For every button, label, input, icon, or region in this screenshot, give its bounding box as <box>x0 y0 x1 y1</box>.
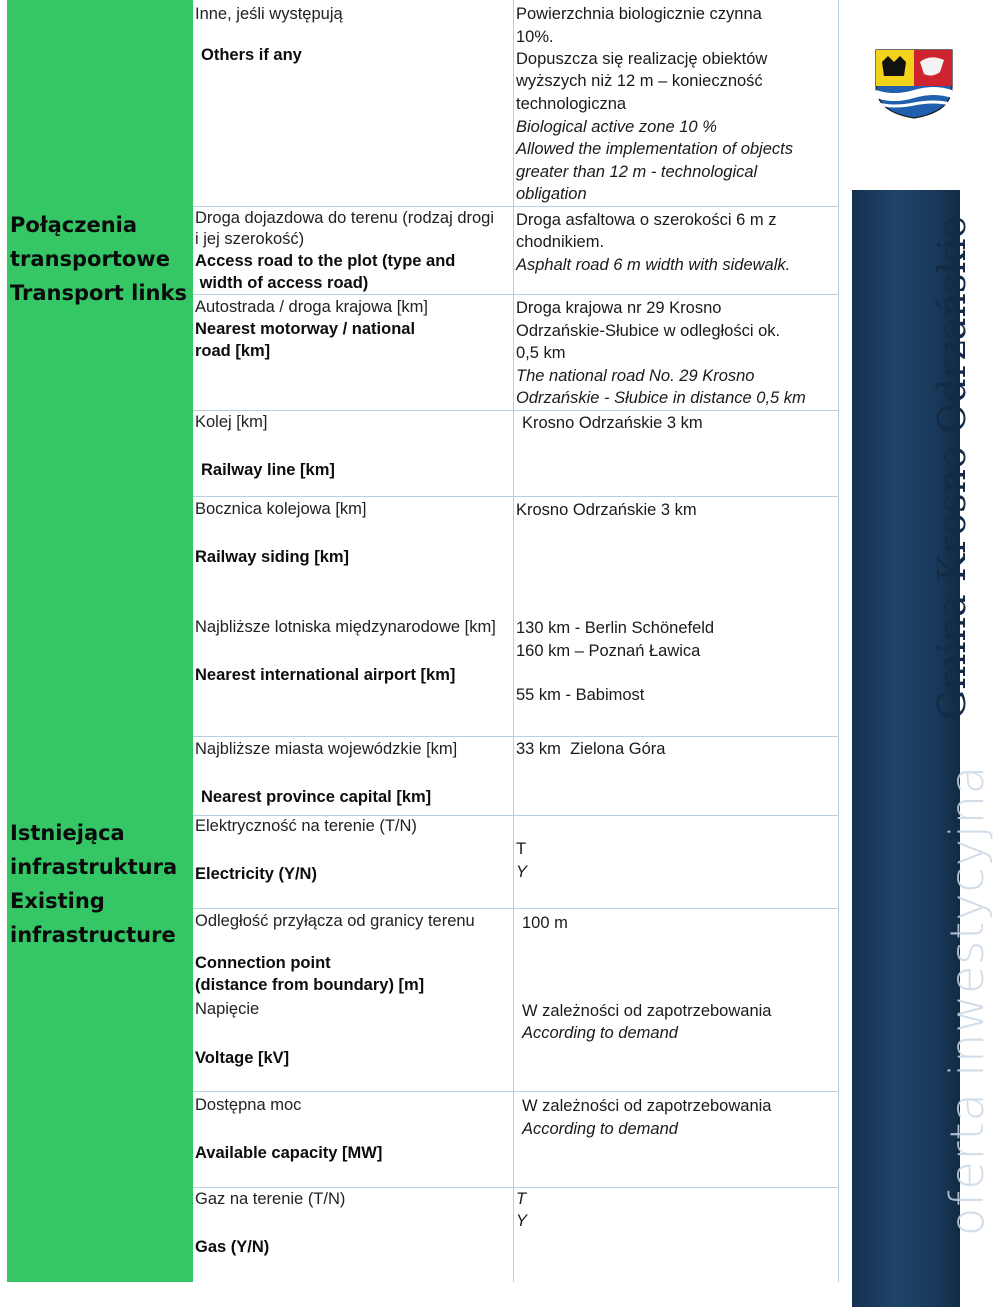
label-en-motorway: Nearest motorway / national <box>195 320 416 338</box>
label-pl-other: Inne, jeśli występują <box>195 5 343 23</box>
value-line: T <box>516 840 527 858</box>
label-pl-access: Droga dojazdowa do terenu (rodzaj drogi <box>195 209 495 227</box>
value-line-en: Y <box>516 863 528 881</box>
row-divider <box>193 496 839 497</box>
value-line: Droga asfaltowa o szerokości 6 m z <box>516 211 777 229</box>
label-en-access: Access road to the plot (type and <box>195 252 456 270</box>
value-line: 100 m <box>522 914 568 932</box>
value-line: Krosno Odrzańskie 3 km <box>522 414 703 432</box>
value-line: 33 km Zielona Góra <box>516 740 666 758</box>
label-en-motorway: road [km] <box>195 342 271 360</box>
value-line-en: obligation <box>516 185 587 203</box>
section-line: Istniejąca <box>10 821 125 845</box>
value-line-en: According to demand <box>522 1120 678 1138</box>
label-en-electricity: Electricity (Y/N) <box>195 865 317 883</box>
table-border-right <box>838 0 839 1282</box>
value-line-en: Biological active zone 10 % <box>516 118 717 136</box>
value-line: W zależności od zapotrzebowania <box>522 1002 772 1020</box>
value-line-en: Odrzańskie - Słubice in distance 0,5 km <box>516 389 806 407</box>
label-en-connection: Connection point <box>195 954 331 972</box>
banner-title: Gmina Krosno Odrzańskie <box>930 215 974 720</box>
label-en-connection: (distance from boundary) [m] <box>195 976 425 994</box>
section-column <box>7 0 193 1282</box>
value-line: Dopuszcza się realizację obiektów <box>516 50 768 68</box>
value-line-en: According to demand <box>522 1024 678 1042</box>
value-line: 0,5 km <box>516 344 566 362</box>
label-en-siding: Railway siding [km] <box>195 548 350 566</box>
value-line-en: Y <box>516 1212 528 1230</box>
row-divider <box>193 1091 839 1092</box>
value-line: wyższych niż 12 m – konieczność <box>516 72 763 90</box>
label-pl-access: i jej szerokość) <box>195 230 305 248</box>
section-line: Existing <box>10 889 105 913</box>
section-line: transportowe <box>10 247 170 271</box>
label-en-voltage: Voltage [kV] <box>195 1049 290 1067</box>
label-en-gas: Gas (Y/N) <box>195 1238 270 1256</box>
label-pl-electricity: Elektryczność na terenie (T/N) <box>195 817 417 835</box>
section-title-infrastructure <box>10 816 177 952</box>
label-en-capital: Nearest province capital [km] <box>201 788 432 806</box>
value-line: Droga krajowa nr 29 Krosno <box>516 299 722 317</box>
value-line: technologiczna <box>516 95 627 113</box>
value-line-en: Allowed the implementation of objects <box>516 140 793 158</box>
label-en-capacity: Available capacity [MW] <box>195 1144 383 1162</box>
value-line: Powierzchnia biologicznie czynna <box>516 5 762 23</box>
label-en-access: width of access road) <box>195 274 369 292</box>
label-en-other: Others if any <box>201 46 302 64</box>
label-pl-railway: Kolej [km] <box>195 413 268 431</box>
label-pl-siding: Bocznica kolejowa [km] <box>195 500 367 518</box>
label-pl-motorway: Autostrada / droga krajowa [km] <box>195 298 428 316</box>
value-line: T <box>516 1190 527 1208</box>
section-line: infrastructure <box>10 923 176 947</box>
row-divider <box>193 736 839 737</box>
label-pl-capacity: Dostępna moc <box>195 1096 302 1114</box>
value-line: Krosno Odrzańskie 3 km <box>516 501 697 519</box>
label-pl-voltage: Napięcie <box>195 1000 260 1018</box>
section-line: infrastruktura <box>10 855 178 879</box>
row-divider <box>193 410 839 411</box>
value-line: 10%. <box>516 28 554 46</box>
banner-subtitle: oferta inwestycyjna <box>940 764 994 1236</box>
section-line: Transport links <box>10 281 187 305</box>
value-line: chodnikiem. <box>516 233 605 251</box>
coat-of-arms-icon <box>874 46 954 120</box>
value-line-en: greater than 12 m - technological <box>516 163 758 181</box>
label-pl-capital: Najbliższe miasta wojewódzkie [km] <box>195 740 458 758</box>
value-line: Odrzańskie-Słubice w odległości ok. <box>516 322 781 340</box>
label-pl-connection: Odległość przyłącza od granicy terenu <box>195 912 475 930</box>
label-pl-gas: Gaz na terenie (T/N) <box>195 1190 346 1208</box>
label-en-railway: Railway line [km] <box>201 461 335 479</box>
label-en-airport: Nearest international airport [km] <box>195 666 456 684</box>
value-line: 55 km - Babimost <box>516 686 645 704</box>
value-line-en: Asphalt road 6 m width with sidewalk. <box>516 256 791 274</box>
column-divider <box>513 0 514 1282</box>
row-divider <box>193 908 839 909</box>
value-line: 160 km – Poznań Ławica <box>516 642 701 660</box>
section-line: Połączenia <box>10 213 138 237</box>
value-line: W zależności od zapotrzebowania <box>522 1097 772 1115</box>
value-line: 130 km - Berlin Schönefeld <box>516 619 715 637</box>
section-title-transport <box>10 208 187 310</box>
value-line-en: The national road No. 29 Krosno <box>516 367 755 385</box>
label-pl-airport: Najbliższe lotniska międzynarodowe [km] <box>195 618 496 636</box>
